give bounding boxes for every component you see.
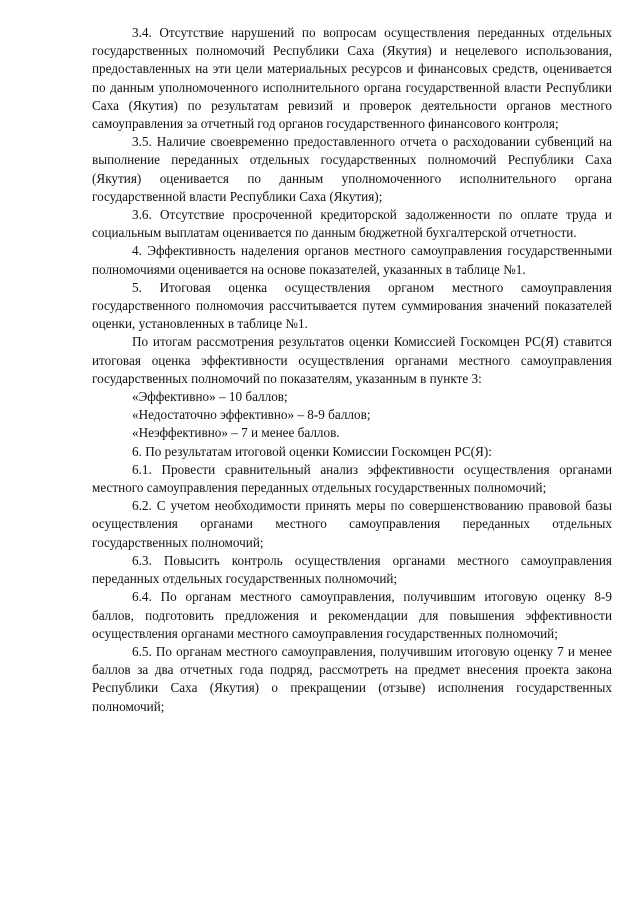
paragraph-4: 4. Эффективность наделения органов местного самоуправления государственными полномочиями оценивается на основе показателей, указанных в таблице №1.: [92, 243, 612, 277]
paragraph-6-3: 6.3. Повысить контроль осуществления органами местного самоуправления переданных отдельных государственных полномочий;: [92, 552, 612, 587]
rating-insufficient: «Недостаточно эффективно» – 8-9 баллов;: [132, 407, 371, 423]
paragraph-6-2: 6.2. С учетом необходимости принять меры по совершенствованию правовой базы осуществления органами местного самоуправления переданных отдельных государственных полномочий;: [92, 498, 612, 550]
document-page: [92, 24, 612, 716]
paragraph-3-6: 3.6. Отсутствие просроченной кредиторской задолженности по оплате труда и социальным выплатам оценивается по данным бюджетной бухгалтерской отчетности.: [92, 207, 612, 241]
paragraph-6-1: 6.1. Провести сравнительный анализ эффективности осуществления органами местного самоуправления переданных отдельных государственных полномочий;: [92, 461, 612, 496]
paragraph-5: 5. Итоговая оценка осуществления органом местного самоуправления государственного полномочия рассчитывается путем суммирования значений показателей оценки, установленных в таблице №1.: [92, 279, 612, 332]
paragraph-6-5: 6.5. По органам местного самоуправления, получившим итоговую оценку 7 и менее баллов за два отчетных года подряд, рассмотреть на предмет внесения проекта закона Республики Саха (Якутия) о прекращении (отзыве) исполнения государственных полномочий;: [92, 643, 612, 714]
paragraph-6: 6. По результатам итоговой оценки Комиссии Госкомцен РС(Я):: [132, 443, 492, 459]
paragraph-6-4: 6.4. По органам местного самоуправления, получившим итоговую оценку 8-9 баллов, подготовить предложения и рекомендации для повышения эффективности осуществления органами местного самоуправления государственных полномочий;: [92, 589, 612, 641]
paragraph-final-assessment: По итогам рассмотрения результатов оценки Комиссией Госкомцен РС(Я) ставится итоговая оценка эффективности осуществления органами местного самоуправления государственных полномочий по показателям, указанным в пункте 3:: [92, 334, 612, 386]
rating-ineffective: «Неэффективно» – 7 и менее баллов.: [132, 425, 340, 441]
paragraph-3-4: 3.4. Отсутствие нарушений по вопросам осуществления переданных отдельных государственных полномочий Республики Саха (Якутия) и нецелевого использования, предоставленных на эти цели материальных ресурсов и финансовых средств, оценивается по данным уполномоченного исполнительного органа государственной власти Республики Саха (Якутия) по результатам ревизий и проверок деятельности органов местного самоуправления за отчетный год органов государственного финансового контроля;: [92, 25, 612, 132]
paragraph-3-5: 3.5. Наличие своевременно предоставленного отчета о расходовании субвенций на выполнение переданных отдельных государственных полномочий Республики Саха (Якутия) оценивается по данным уполномоченного исполнительного органа государственной власти Республики Саха (Якутия);: [92, 134, 612, 204]
rating-effective: «Эффективно» – 10 баллов;: [132, 389, 288, 405]
